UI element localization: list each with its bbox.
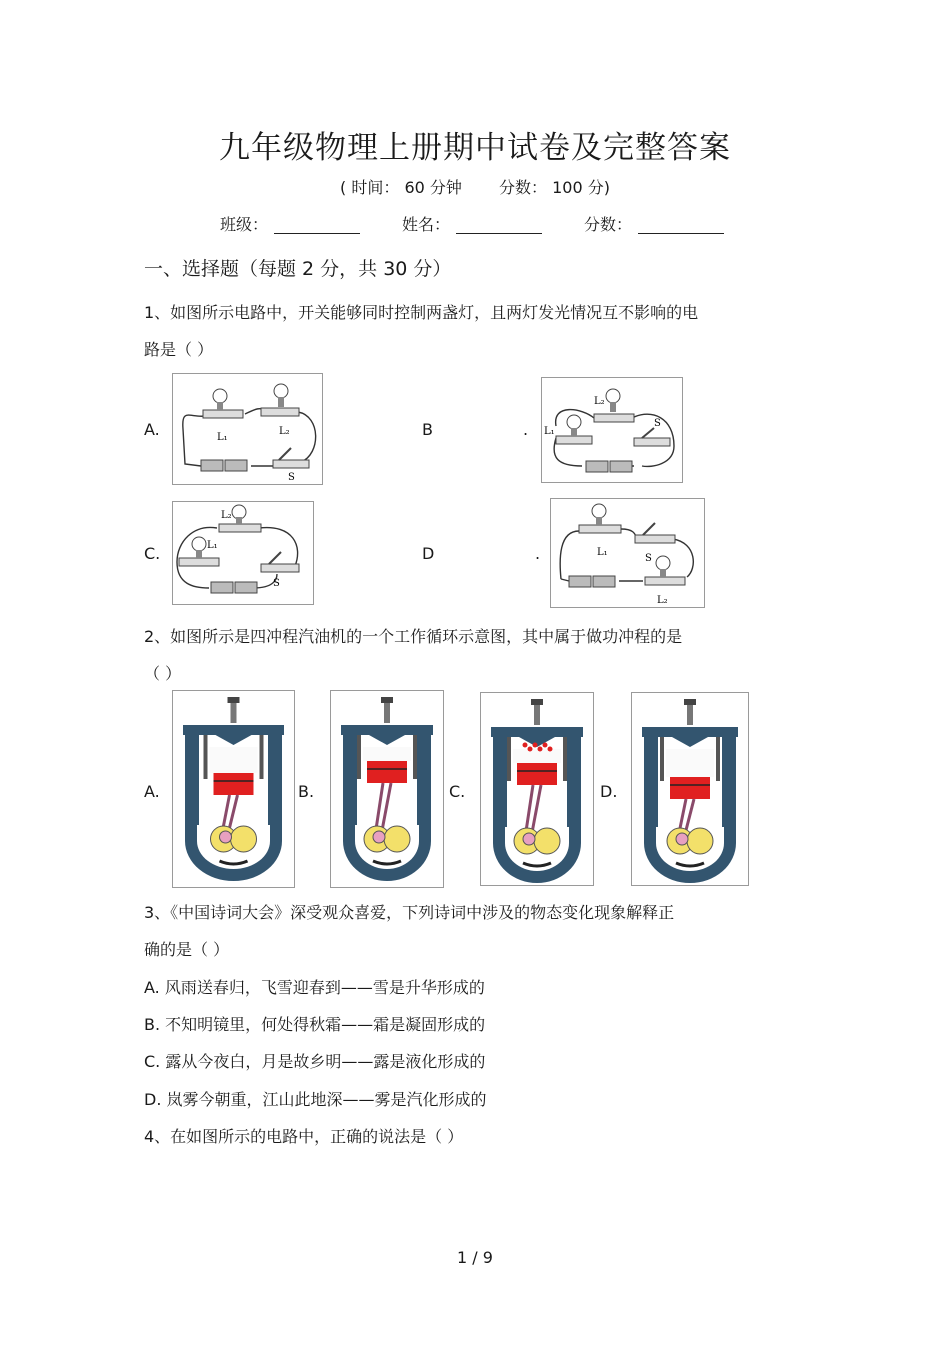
- exhaust-valve: [716, 737, 720, 781]
- cylinder-wall-right: [567, 737, 581, 827]
- engine-drawing: [331, 691, 443, 887]
- q3-line1: 3、《中国诗词大会》深受观众喜爱，下列诗词中涉及的物态变化现象解释正: [144, 903, 675, 922]
- spark-particle: [523, 743, 528, 748]
- exhaust-valve: [260, 735, 264, 779]
- q2-line2: （ ）: [144, 664, 182, 683]
- q3-option-d: D. 岚雾今朝重，江山此地深——雾是汽化形成的: [144, 1090, 487, 1109]
- label-l2: L₂: [221, 510, 232, 521]
- crank-weight: [534, 828, 560, 854]
- cylinder-wall-left: [343, 735, 357, 825]
- piston: [214, 773, 254, 795]
- time-info: ( 时间： 60 分钟: [340, 178, 462, 197]
- spark-particle: [528, 747, 533, 752]
- spark-plug-cap: [381, 697, 393, 703]
- spark-particle: [543, 743, 548, 748]
- rotation-arrow: [373, 861, 401, 864]
- q2-line1: 2、如图所示是四冲程汽油机的一个工作循环示意图，其中属于做功冲程的是: [144, 627, 683, 646]
- label-l2: L₂: [657, 595, 668, 606]
- name-blank[interactable]: [456, 217, 542, 234]
- q3-option-c: C. 露从今夜白，月是故乡明——露是液化形成的: [144, 1052, 486, 1071]
- exam-meta: [0, 175, 950, 198]
- name-label: 姓名：: [402, 215, 451, 234]
- cylinder-wall-right: [722, 737, 736, 827]
- q2-label-c: C.: [449, 782, 466, 801]
- q3-option-a: A. 风雨送春归，飞雪迎春到——雪是升华形成的: [144, 978, 485, 997]
- combustion-chamber: [666, 749, 714, 777]
- rotation-arrow: [220, 861, 248, 864]
- class-blank[interactable]: [274, 217, 360, 234]
- spark-plug-cap: [684, 699, 696, 705]
- q1-label-a: A.: [144, 420, 160, 439]
- label-s: S: [654, 418, 661, 429]
- engine-drawing: [632, 693, 748, 885]
- crank-pin: [373, 831, 385, 843]
- engine-drawing: [481, 693, 593, 885]
- circuit-figure-d: [550, 498, 705, 608]
- q1-label-b: B: [422, 420, 433, 439]
- circuit-figure-b: [541, 377, 683, 483]
- label-l2: L₂: [279, 426, 290, 437]
- cylinder-wall-left: [644, 737, 658, 827]
- label-l1: L₁: [207, 540, 218, 551]
- score-label: 分数：: [584, 215, 633, 234]
- spark-plug-cap: [228, 697, 240, 703]
- exhaust-valve: [413, 735, 417, 779]
- rotation-arrow: [523, 863, 551, 866]
- class-field[interactable]: [220, 212, 360, 235]
- rotation-arrow: [676, 863, 704, 866]
- spark-particle: [533, 743, 538, 748]
- label-s: S: [288, 472, 295, 483]
- intake-valve: [357, 735, 361, 779]
- label-l1: L₁: [217, 432, 228, 443]
- name-field[interactable]: [402, 212, 542, 235]
- exhaust-valve: [563, 737, 567, 781]
- crank-pin: [676, 833, 688, 845]
- circuit-figure-c: [172, 501, 314, 605]
- engine-figure-b: [330, 690, 444, 888]
- circuit-figure-a: [172, 373, 323, 485]
- q4-line1: 4、在如图所示的电路中，正确的说法是（ ）: [144, 1127, 464, 1146]
- engine-figure-a: [172, 690, 295, 888]
- crank-pin: [523, 833, 535, 845]
- score-field[interactable]: [584, 212, 724, 235]
- cylinder-wall-left: [493, 737, 507, 827]
- page-number: 1 / 9: [457, 1248, 493, 1267]
- intake-valve: [204, 735, 208, 779]
- engine-figure-d: [631, 692, 749, 886]
- q3-line2: 确的是（ ）: [144, 940, 230, 959]
- cylinder-wall-right: [268, 735, 282, 825]
- crank-weight: [231, 826, 257, 852]
- q1-label-c: C.: [144, 544, 161, 563]
- cylinder-wall-right: [417, 735, 431, 825]
- q1-line2: 路是（ ）: [144, 340, 214, 359]
- label-s: S: [645, 553, 652, 564]
- piston: [670, 777, 710, 799]
- q2-label-b: B.: [298, 782, 315, 801]
- piston: [517, 763, 557, 785]
- section-heading: 一、选择题（每题 2 分，共 30 分）: [144, 258, 452, 280]
- q1-label-d-dot: .: [535, 544, 541, 563]
- q1-line1: 1、如图所示电路中，开关能够同时控制两盏灯，且两灯发光情况互不影响的电: [144, 303, 699, 322]
- score-blank[interactable]: [638, 217, 724, 234]
- q2-label-d: D.: [600, 782, 618, 801]
- q1-label-b-dot: .: [523, 420, 529, 439]
- combustion-chamber: [513, 749, 561, 763]
- intake-valve: [507, 737, 511, 781]
- spark-particle: [538, 747, 543, 752]
- q2-label-a: A.: [144, 782, 160, 801]
- q3-option-b: B. 不知明镜里，何处得秋霜——霜是凝固形成的: [144, 1015, 486, 1034]
- intake-valve: [660, 737, 664, 781]
- spark-plug-cap: [531, 699, 543, 705]
- crank-pin: [220, 831, 232, 843]
- engine-figure-c: [480, 692, 594, 886]
- spark-particle: [548, 747, 553, 752]
- engine-drawing: [173, 691, 294, 887]
- label-l1: L₁: [544, 426, 555, 437]
- label-s: S: [273, 578, 280, 589]
- label-l1: L₁: [597, 547, 608, 558]
- score-info: 分数： 100 分): [499, 178, 610, 197]
- crank-weight: [687, 828, 713, 854]
- page-title: 九年级物理上册期中试卷及完整答案: [219, 130, 731, 166]
- piston: [367, 761, 407, 783]
- q1-label-d: D: [422, 544, 435, 563]
- combustion-chamber: [363, 747, 411, 761]
- cylinder-wall-left: [185, 735, 199, 825]
- class-label: 班级：: [220, 215, 269, 234]
- label-l2: L₂: [594, 396, 605, 407]
- crank-weight: [384, 826, 410, 852]
- combustion-chamber: [210, 747, 258, 773]
